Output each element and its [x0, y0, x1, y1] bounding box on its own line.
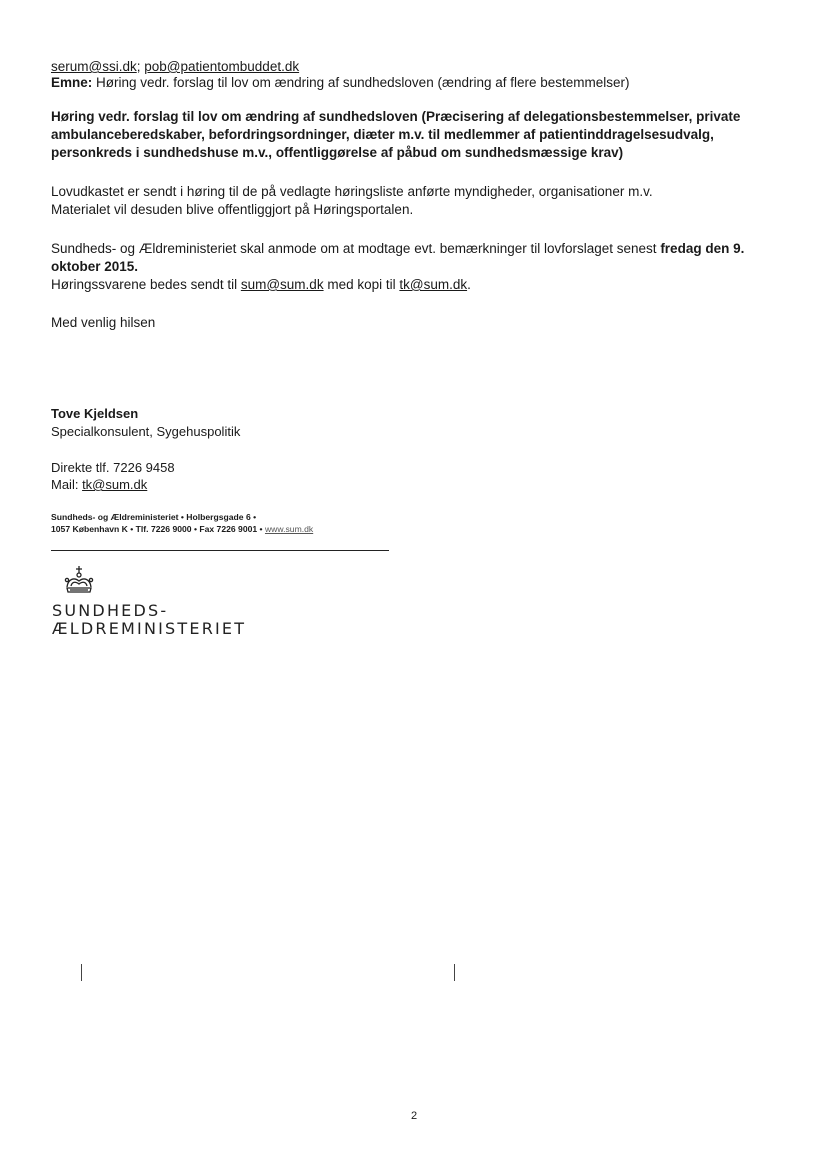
email-link-tk[interactable]: tk@sum.dk — [399, 277, 468, 292]
paragraph-3-mid: med kopi til — [323, 277, 400, 292]
paragraph-1-line-1: Lovudkastet er sendt i høring til de på vedlagte høringsliste anførte myndigheder, organisationer m.v. — [51, 184, 653, 199]
signature-mail — [51, 476, 147, 493]
page-number: 2 — [410, 1110, 418, 1122]
vertical-mark — [81, 964, 82, 981]
mail-label: Mail: — [51, 477, 83, 492]
address-line-1: Sundheds- og Ældreministeriet • Holbergsgade 6 • — [51, 512, 257, 522]
signature-title: Specialkonsulent, Sygehuspolitik — [51, 424, 241, 439]
signature-divider — [51, 550, 389, 551]
subject-line — [51, 74, 630, 91]
crown-logo-icon — [62, 565, 96, 597]
recipients-line — [51, 58, 299, 75]
subject-text: Høring vedr. forslag til lov om ændring af sundhedsloven (ændring af flere bestemmelser) — [96, 75, 630, 90]
paragraph-2 — [51, 240, 781, 276]
signature-name: Tove Kjeldsen — [51, 406, 139, 421]
logo-text-line-2: ÆLDREMINISTERIET — [52, 619, 247, 638]
signature-email-link[interactable]: tk@sum.dk — [82, 477, 148, 492]
vertical-mark — [454, 964, 455, 981]
paragraph-3-suffix: . — [467, 277, 471, 292]
email-link-sum[interactable]: sum@sum.dk — [240, 277, 324, 292]
address-line-2 — [51, 523, 313, 535]
paragraph-1-line-2: Materialet vil desuden blive offentliggjort på Høringsportalen. — [51, 202, 414, 217]
subject-label: Emne: — [51, 75, 93, 90]
paragraph-3 — [51, 276, 791, 294]
closing: Med venlig hilsen — [51, 315, 156, 330]
signature-phone: Direkte tlf. 7226 9458 — [51, 460, 175, 475]
address-line-2-text: 1057 København K • Tlf. 7226 9000 • Fax 7226 9001 • — [51, 524, 265, 534]
recipient-email-link[interactable]: serum@ssi.dk — [51, 59, 137, 74]
paragraph-2-text: Sundheds- og Ældreministeriet skal anmode om at modtage evt. bemærkninger til lovforslaget senest — [51, 241, 661, 256]
recipient-email-link[interactable]: pob@patientombuddet.dk — [144, 59, 300, 74]
paragraph-1 — [51, 183, 791, 219]
body-heading: Høring vedr. forslag til lov om ændring af sundhedsloven (Præcisering af delegationsbestemmelser, private ambulanceberedskaber, befordringsordninger, diæter m.v. til medlemmer af patientinddragelsesudvalg, personkreds i sundhedshuse m.v., offentliggørelse af påbud om sundhedsmæssige krav) — [51, 109, 741, 160]
deadline: fredag den 9. oktober 2015. — [51, 241, 745, 274]
recipient-separator: ; — [136, 59, 141, 74]
paragraph-3-prefix: Høringssvarene bedes sendt til — [51, 277, 241, 292]
website-link[interactable]: www.sum.dk — [264, 524, 314, 534]
logo-text-line-1: SUNDHEDS- — [52, 601, 169, 620]
